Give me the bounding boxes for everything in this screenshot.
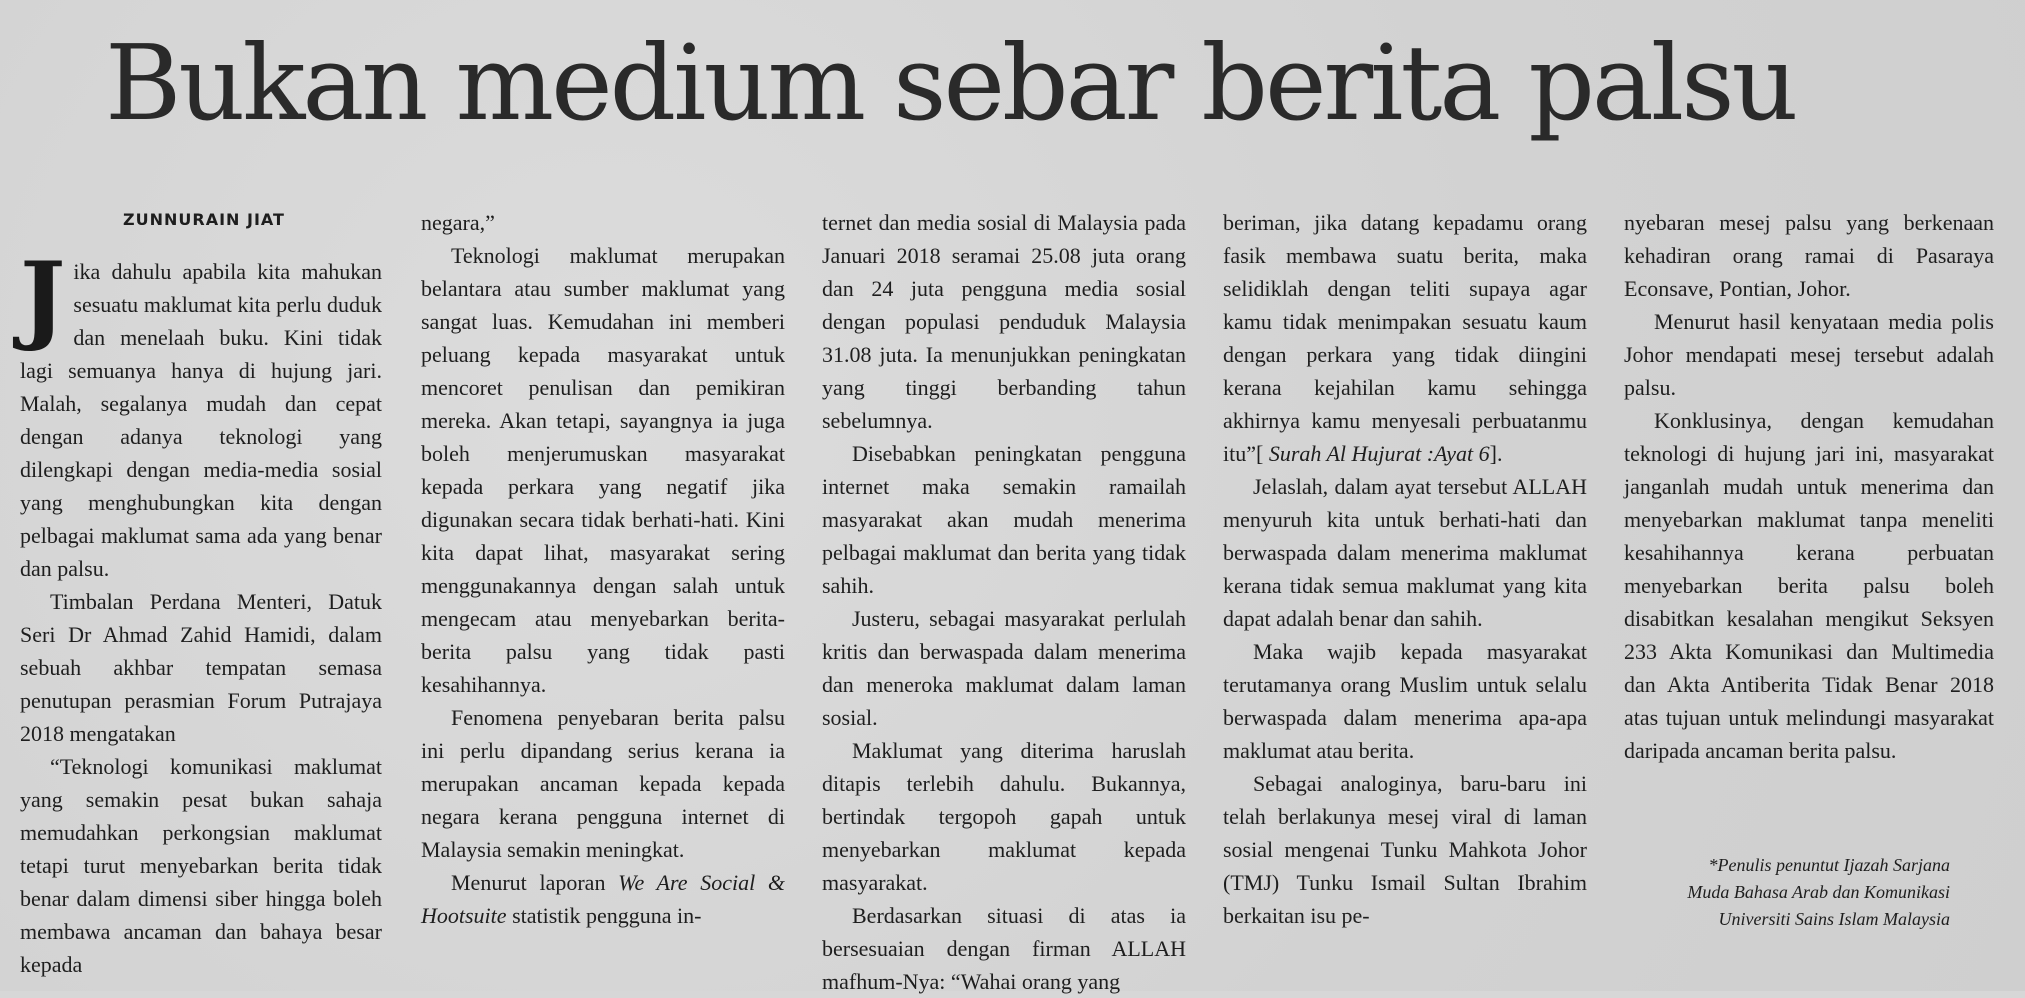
paragraph: beriman, jika datang kepadamu orang fasik membawa suatu berita, maka selidiklah dengan teliti supaya agar kamu tidak menimpakan sesuatu kaum dengan perkara yang tidak diingini kerana kejahilan kamu sehingga akhirnya kamu menyesali perbuatanmu itu”[ Surah Al Hujurat :Ayat 6]. bbox=[1223, 210, 1587, 466]
paragraph: Maka wajib kepada masyarakat terutamanya orang Muslim untuk selalu berwaspada dalam menerima apa-apa maklumat atau berita. bbox=[1223, 639, 1587, 763]
paragraph: “Teknologi komunikasi maklumat yang semakin pesat bukan sahaja memudahkan perkongsian maklumat tetapi turut menyebarkan berita tidak benar dalam dimensi siber hingga boleh membawa ancaman dan bahaya besar kepada bbox=[20, 754, 382, 977]
byline: ZUNNURAIN JIAT bbox=[123, 210, 285, 229]
paragraph: Fenomena penyebaran berita palsu ini perlu dipandang serius kerana ia merupakan ancaman kepada kepada negara kerana pengguna internet di Malaysia semakin meningkat. bbox=[421, 705, 785, 862]
paragraph: ternet dan media sosial di Malaysia pada Januari 2018 seramai 25.08 juta orang dan 24 juta pengguna media sosial dengan populasi penduduk Malaysia 31.08 juta. Ia menunjukkan peningkatan yang tinggi berbanding tahun sebelumnya. bbox=[822, 210, 1186, 433]
paragraph: Teknologi maklumat merupakan belantara atau sumber maklumat yang sangat luas. Kemudahan ini memberi peluang kepada masyarakat untuk mencoret penulisan dan pemikiran mereka. Akan tetapi, sayangnya ia juga boleh menjerumuskan masyarakat kepada perkara yang negatif jika digunakan secara tidak berhati-hati. Kini kita dapat lihat, masyarakat sering menggunakannya dengan salah untuk mengecam atau menyebarkan berita-berita palsu yang tidak pasti kesahihannya. bbox=[421, 243, 785, 697]
paragraph: nyebaran mesej palsu yang berkenaan kehadiran orang ramai di Pasaraya Econsave, Pontian, Johor. bbox=[1624, 210, 1994, 301]
paragraph: Jika dahulu apabila kita mahukan sesuatu maklumat kita perlu duduk dan menelaah buku. Kini tidak lagi semuanya hanya di hujung jari. Malah, segalanya mudah dan cepat dengan adanya teknologi yang dilengkapi dengan media-media sosial yang menghubungkan kita dengan pelbagai maklumat sama ada yang benar dan palsu. bbox=[20, 241, 382, 581]
paragraph: Konklusinya, dengan kemudahan teknologi di hujung jari ini, masyarakat janganlah mudah untuk menerima dan menyebarkan maklumat tanpa meneliti kesahihannya kerana perbuatan menyebarkan berita palsu boleh disabitkan kesalahan mengikut Seksyen 233 Akta Komunikasi dan Multimedia dan Akta Antiberita Tidak Benar 2018 atas tujuan untuk melindungi masyarakat daripada ancaman berita palsu. bbox=[1624, 408, 1994, 763]
paragraph: Sebagai analoginya, baru-baru ini telah berlakunya mesej viral di laman sosial mengenai Tunku Mahkota Johor (TMJ) Tunku Ismail Sultan Ibrahim berkaitan isu pe- bbox=[1223, 771, 1587, 928]
column-3 bbox=[822, 206, 1186, 998]
drop-cap: J bbox=[20, 241, 66, 354]
headline: Bukan medium sebar berita palsu bbox=[105, 22, 1796, 144]
paragraph: Menurut laporan We Are Social & Hootsuite statistik pengguna in- bbox=[421, 870, 785, 928]
paragraph: Berdasarkan situasi di atas ia bersesuaian dengan firman ALLAH mafhum-Nya: “Wahai orang yang bbox=[822, 903, 1186, 994]
author-note bbox=[1630, 852, 1950, 933]
paragraph: Justeru, sebagai masyarakat perlulah kritis dan berwaspada dalam menerima dan meneroka maklumat dalam laman sosial. bbox=[822, 606, 1186, 730]
column-2 bbox=[421, 206, 785, 932]
author-note-line: Universiti Sains Islam Malaysia bbox=[1718, 909, 1950, 929]
column-5 bbox=[1624, 206, 1994, 767]
paragraph: Timbalan Perdana Menteri, Datuk Seri Dr Ahmad Zahid Hamidi, dalam sebuah akhbar tempatan semasa penutupan perasmian Forum Putrajaya 2018 mengatakan bbox=[20, 589, 382, 746]
source-name: We Are Social & Hootsuite bbox=[421, 870, 785, 928]
paragraph: Disebabkan peningkatan pengguna internet maka semakin ramailah masyarakat akan mudah menerima pelbagai maklumat dan berita yang tidak sahih. bbox=[822, 441, 1186, 598]
paragraph: Menurut hasil kenyataan media polis Johor mendapati mesej tersebut adalah palsu. bbox=[1624, 309, 1994, 400]
column-4 bbox=[1223, 206, 1587, 932]
column-1 bbox=[20, 241, 382, 981]
author-note-line: *Penulis penuntut Ijazah Sarjana bbox=[1708, 855, 1950, 875]
paragraph: Maklumat yang diterima haruslah ditapis terlebih dahulu. Bukannya, bertindak tergopoh gapah untuk menyebarkan maklumat kepada masyarakat. bbox=[822, 738, 1186, 895]
verse-reference: Surah Al Hujurat :Ayat 6 bbox=[1268, 441, 1490, 466]
author-note-line: Muda Bahasa Arab dan Komunikasi bbox=[1687, 882, 1950, 902]
paragraph: Jelaslah, dalam ayat tersebut ALLAH menyuruh kita untuk berhati-hati dan berwaspada dalam menerima maklumat kerana tidak semua maklumat yang kita dapat adalah benar dan sahih. bbox=[1223, 474, 1587, 631]
paragraph: negara,” bbox=[421, 210, 495, 235]
